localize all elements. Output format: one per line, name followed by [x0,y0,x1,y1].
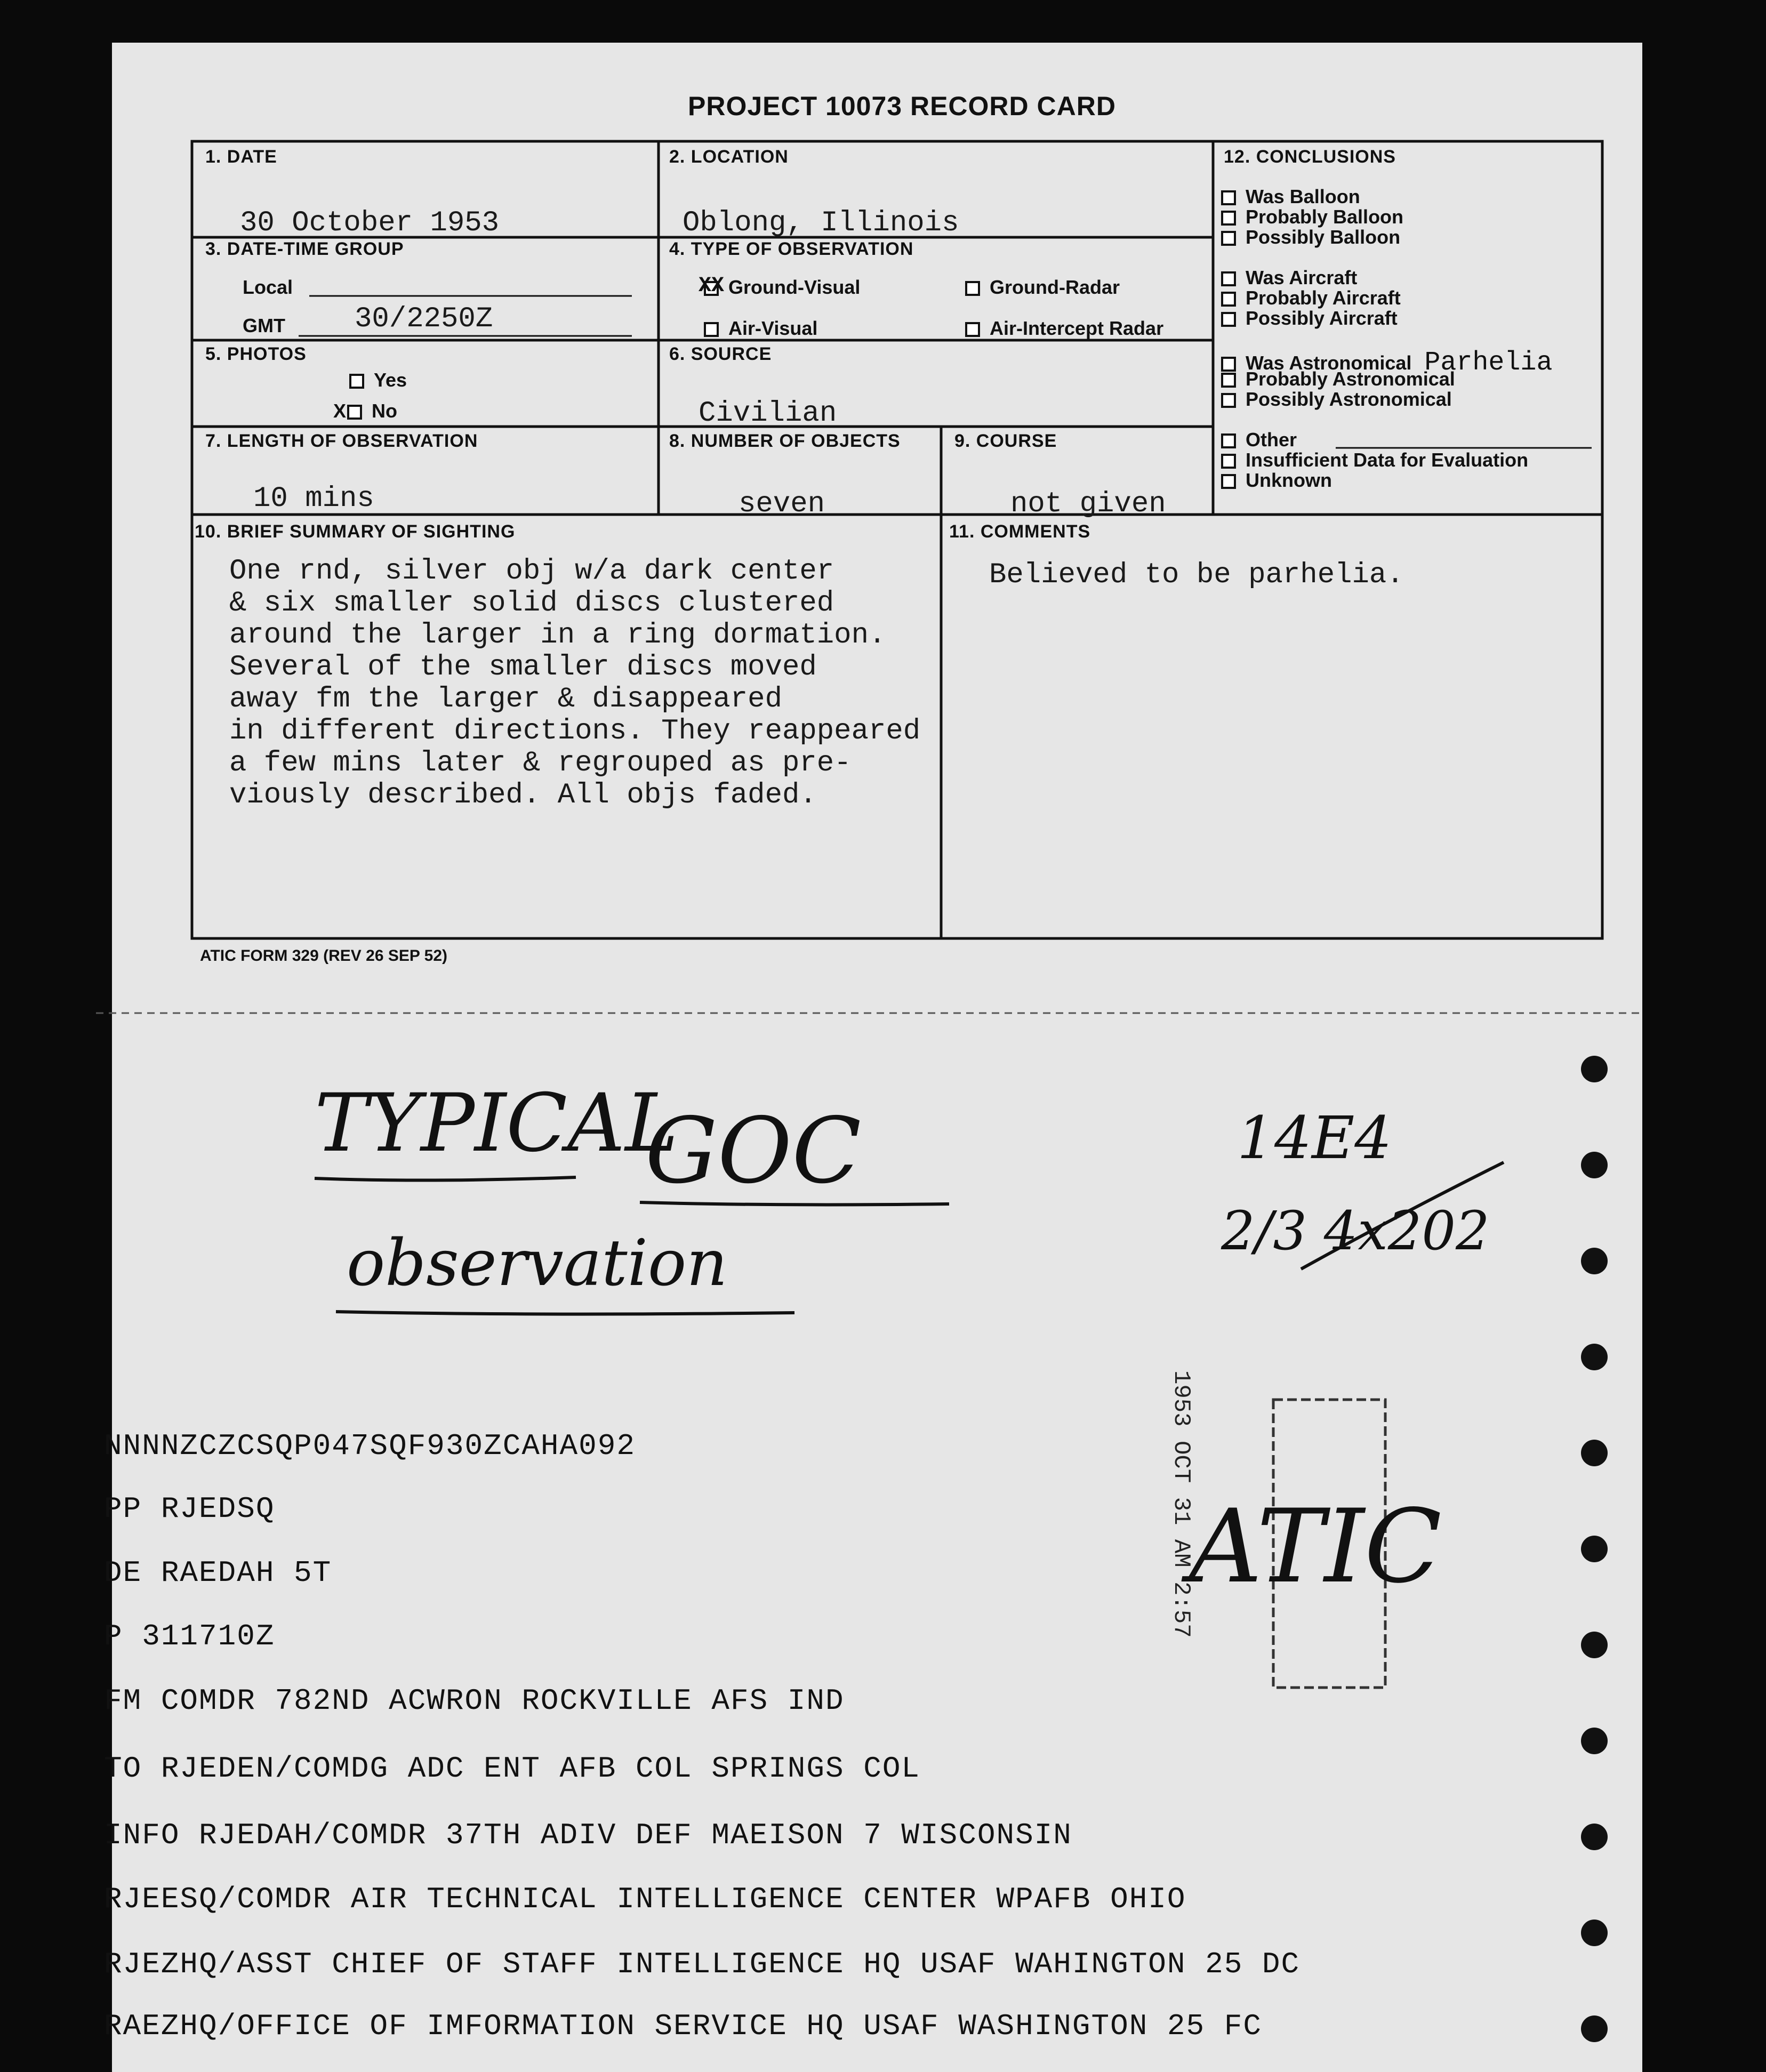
conclusion-label: Probably Balloon [1246,206,1404,228]
checkbox-icon [347,405,362,420]
conclusion-item [1221,307,1398,330]
sprocket-hole [1581,1344,1608,1370]
summary-line: One rnd, silver obj w/a dark center [229,555,834,588]
conclusion-label: Probably Astronomical [1246,368,1455,390]
sprocket-hole [1581,1920,1608,1946]
conclusion-item [1221,287,1401,309]
comments-label: 11. COMMENTS [949,521,1091,542]
checkbox-icon [349,374,364,389]
handwritten-ref-1: 14E4 [1237,1104,1392,1172]
conclusion-item [1221,186,1360,208]
teletype-line: NNNNZCZCSQP047SQF930ZCAHA092 [104,1429,636,1463]
summary-line: Several of the smaller discs moved [229,651,817,684]
objects-value: seven [738,488,825,520]
summary-line: a few mins later & regrouped as pre- [229,747,852,780]
conclusion-item [1221,206,1403,228]
date-time-group-label: 3. DATE-TIME GROUP [205,239,404,259]
option-label: Air-Intercept Radar [990,317,1164,339]
conclusion-label: Possibly Astronomical [1246,388,1452,410]
date-label: 1. DATE [205,147,277,167]
conclusions-label: 12. CONCLUSIONS [1224,147,1396,167]
teletype-line: DE RAEDAH 5T [104,1556,332,1590]
date-value: 30 October 1953 [240,207,500,239]
checkbox-icon [1221,474,1236,489]
summary-line: around the larger in a ring dormation. [229,619,886,652]
handwritten-goc: GOC [645,1098,862,1204]
checkbox-icon [1221,454,1236,469]
option-mark: X [333,400,347,422]
summary-line: viously described. All objs faded. [229,779,817,812]
conclusion-label: Possibly Balloon [1246,226,1401,248]
source-label: 6. SOURCE [669,344,772,364]
handwritten-observation: observation [347,1226,728,1300]
length-label: 7. LENGTH OF OBSERVATION [205,431,478,451]
teletype-line: FM COMDR 782ND ACWRON ROCKVILLE AFS IND [104,1684,845,1718]
option-ground-visual [699,274,861,299]
comments-value: Believed to be parhelia. [989,559,1404,591]
conclusion-item [1221,388,1452,411]
teletype-line: RAEZHQ/OFFICE OF IMFORMATION SERVICE HQ USAF WASHINGTON 25 FC [104,2009,1262,2043]
conclusion-item [1221,267,1357,289]
conclusion-label: Was Balloon [1246,186,1360,207]
sprocket-hole [1581,1632,1608,1658]
form-number: ATIC FORM 329 (REV 26 SEP 52) [200,947,448,965]
checkbox-icon [1221,211,1236,226]
conclusion-label: Probably Aircraft [1246,287,1401,309]
sprocket-hole [1581,2015,1608,2042]
checkbox-icon [704,322,719,337]
objects-label: 8. NUMBER OF OBJECTS [669,431,901,451]
checkbox-icon [1221,292,1236,307]
teletype-line: P 311710Z [104,1619,275,1653]
summary-line: in different directions. They reappeared [229,715,921,748]
option-label: Yes [374,369,407,391]
option-air-visual [704,317,817,340]
summary-line: & six smaller solid discs clustered [229,587,834,620]
teletype-line: INFO RJEDAH/COMDR 37TH ADIV DEF MAEISON 7 WISCONSIN [104,1818,1072,1852]
checkbox-icon [1221,312,1236,327]
sprocket-hole [1581,1056,1608,1082]
option-air-intercept-radar [965,317,1163,340]
sprocket-hole [1581,1536,1608,1562]
location-label: 2. LOCATION [669,147,789,167]
teletype-line: TO RJEDEN/COMDG ADC ENT AFB COL SPRINGS COL [104,1752,921,1786]
handwritten-atic: ATIC [1189,1488,1442,1605]
location-value: Oblong, Illinois [683,207,959,239]
checkbox-icon [1221,190,1236,205]
handwritten-typical: TYPICAL [315,1077,678,1170]
sprocket-hole [1581,1248,1608,1274]
gmt-value: 30/2250Z [355,303,493,335]
checkbox-icon [1221,373,1236,388]
astronomical-note: Parhelia [1424,348,1553,378]
checkbox-icon [1221,393,1236,408]
sprocket-hole [1581,1728,1608,1754]
photos-no [333,400,397,422]
checkbox-icon [965,281,980,296]
option-ground-radar [965,276,1120,299]
length-value: 10 mins [253,483,374,515]
course-label: 9. COURSE [954,431,1057,451]
photos-label: 5. PHOTOS [205,344,307,364]
type-observation-label: 4. TYPE OF OBSERVATION [669,239,914,259]
summary-label: 10. BRIEF SUMMARY OF SIGHTING [195,521,516,542]
checkbox-icon [965,322,980,337]
conclusion-item [1221,449,1528,471]
sprocket-hole [1581,1824,1608,1850]
summary-text [229,556,920,812]
course-value: not given [1010,488,1166,520]
teletype-line: RJEZHQ/ASST CHIEF OF STAFF INTELLIGENCE HQ USAF WAHINGTON 25 DC [104,1947,1301,1981]
option-mark: XX [699,274,725,298]
conclusion-item [1221,469,1332,492]
conclusion-label: Possibly Aircraft [1246,307,1398,329]
handwritten-ref-2: 2/3 4x202 [1221,1200,1490,1262]
summary-line: away fm the larger & disappeared [229,683,782,716]
checkbox-icon [1221,433,1236,448]
checkbox-icon [1221,231,1236,246]
source-value: Civilian [699,397,837,430]
received-date-stamp: 1953 OCT 31 AM 2:57 [1168,1370,1194,1638]
conclusion-label: Was Astronomical [1246,352,1412,374]
conclusion-label: Was Aircraft [1246,267,1358,288]
conclusion-item [1221,368,1455,390]
option-label: Air-Visual [728,317,818,339]
photos-yes [349,369,407,391]
conclusion-item [1221,226,1400,248]
sprocket-hole [1581,1152,1608,1178]
option-label: Ground-Radar [990,276,1120,298]
option-label: No [372,400,398,422]
conclusion-label: Other [1246,429,1297,451]
option-label: Ground-Visual [728,276,861,298]
teletype-line: RJEESQ/COMDR AIR TECHNICAL INTELLIGENCE CENTER WPAFB OHIO [104,1882,1186,1916]
gmt-label: GMT [243,315,285,336]
sprocket-hole [1581,1440,1608,1466]
conclusion-label: Insufficient Data for Evaluation [1246,449,1529,471]
conclusion-label: Unknown [1246,469,1332,491]
teletype-line: PP RJEDSQ [104,1492,275,1526]
checkbox-icon [1221,271,1236,286]
local-label: Local [243,276,293,298]
card-title: PROJECT 10073 RECORD CARD [688,91,1116,121]
conclusion-item [1221,429,1297,451]
